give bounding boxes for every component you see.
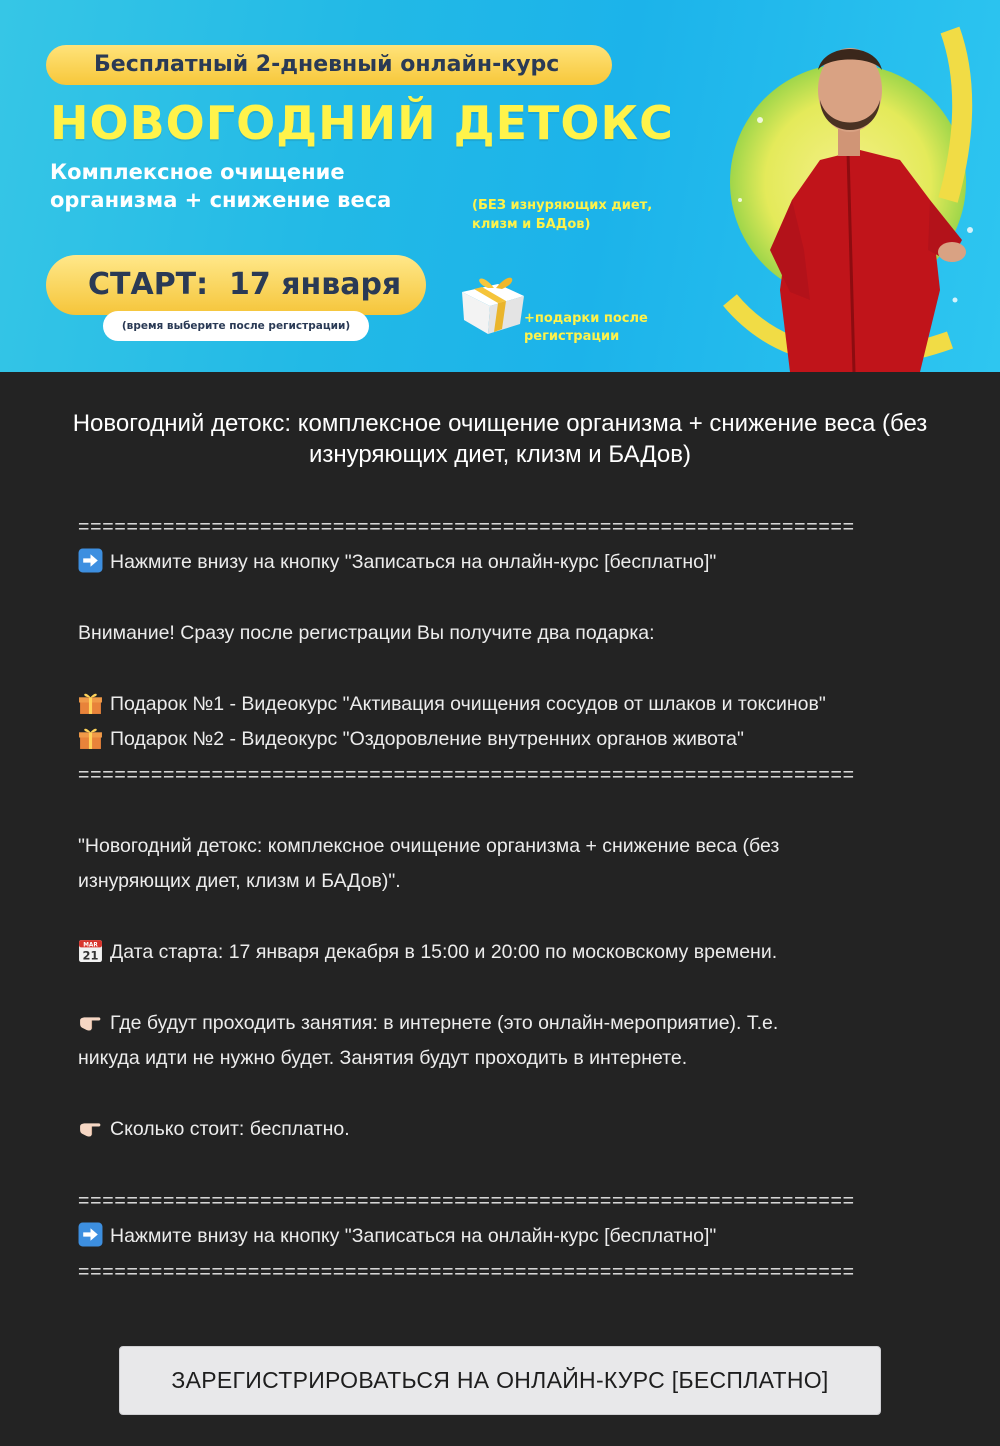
banner-time-hint: (время выберите после регистрации) [103, 311, 369, 341]
pointing-hand-icon [78, 1115, 103, 1140]
separator-line: ================================================================ [78, 764, 855, 786]
banner-subtitle-line1: Комплексное очищение [50, 160, 345, 184]
pointing-hand-icon [78, 1009, 103, 1034]
attention-text: Внимание! Сразу после регистрации Вы получите два подарка: [78, 622, 655, 644]
gift-icon [78, 690, 103, 715]
gift-icon [78, 725, 103, 750]
location-line2: никуда идти не нужно будет. Занятия будут проходить в интернете. [78, 1047, 688, 1069]
price-line [78, 1112, 350, 1147]
calendar-icon [78, 938, 103, 963]
price-text: Сколько стоит: бесплатно. [110, 1118, 350, 1140]
banner-note-line2: клизм и БАДов) [472, 217, 591, 232]
separator-line: ================================================================ [78, 516, 855, 538]
page-title [20, 408, 980, 470]
gift-item-2-text: Подарок №2 - Видеокурс "Оздоровление внутренних органов живота" [110, 728, 744, 750]
course-banner [0, 0, 1000, 372]
start-date-text: Дата старта: 17 января декабря в 15:00 и 20:00 по московскому времени. [110, 941, 778, 963]
arrow-right-icon [78, 548, 103, 573]
banner-gifts-note [524, 310, 684, 346]
start-date-line [78, 935, 777, 970]
gift-box-icon [454, 258, 534, 338]
banner-note-line1: (БЕЗ изнуряющих диет, [472, 198, 653, 213]
cta-instruction [78, 545, 716, 580]
page-title-line1: Новогодний детокс: комплексное очищение организма + снижение веса (без [72, 410, 928, 437]
banner-start-date: СТАРТ: 17 января [46, 255, 426, 315]
banner-subtitle [50, 158, 470, 214]
cta-instruction-text: Нажмите внизу на кнопку "Записаться на онлайн-курс [бесплатно]" [110, 551, 717, 573]
arrow-right-icon [78, 1222, 103, 1247]
location-text-1: Где будут проходить занятия: в интернете (это онлайн-мероприятие). Т.е. [110, 1012, 779, 1034]
banner-badge: Бесплатный 2-дневный онлайн-курс [46, 45, 612, 85]
gift-item-1-text: Подарок №1 - Видеокурс "Активация очищения сосудов от шлаков и токсинов" [110, 693, 826, 715]
page-title-line2: изнуряющих диет, клизм и БАДов) [309, 441, 691, 468]
register-button[interactable]: ЗАРЕГИСТРИРОВАТЬСЯ НА ОНЛАЙН-КУРС [БЕСПЛАТНО] [119, 1346, 881, 1415]
separator-line: ================================================================ [78, 1261, 855, 1283]
gift-item-2 [78, 722, 744, 757]
calendar-month: MAR [83, 942, 98, 949]
banner-title: НОВОГОДНИЙ ДЕТОКС [50, 96, 674, 150]
gift-item-1 [78, 687, 826, 722]
separator-line: ================================================================ [78, 1190, 855, 1212]
location-line1 [78, 1006, 778, 1041]
banner-gifts-line2: регистрации [524, 329, 620, 344]
quote-line1: "Новогодний детокс: комплексное очищение организма + снижение веса (без [78, 835, 780, 857]
banner-note [472, 196, 702, 234]
calendar-day: 21 [82, 948, 99, 963]
banner-subtitle-line2: организма + снижение веса [50, 188, 392, 212]
presenter-photo [700, 0, 1000, 372]
cta-instruction-bottom [78, 1219, 716, 1254]
quote-line2: изнуряющих диет, клизм и БАДов)". [78, 870, 401, 892]
banner-gifts-line1: +подарки после [524, 311, 648, 326]
cta-instruction-bottom-text: Нажмите внизу на кнопку "Записаться на онлайн-курс [бесплатно]" [110, 1225, 717, 1247]
